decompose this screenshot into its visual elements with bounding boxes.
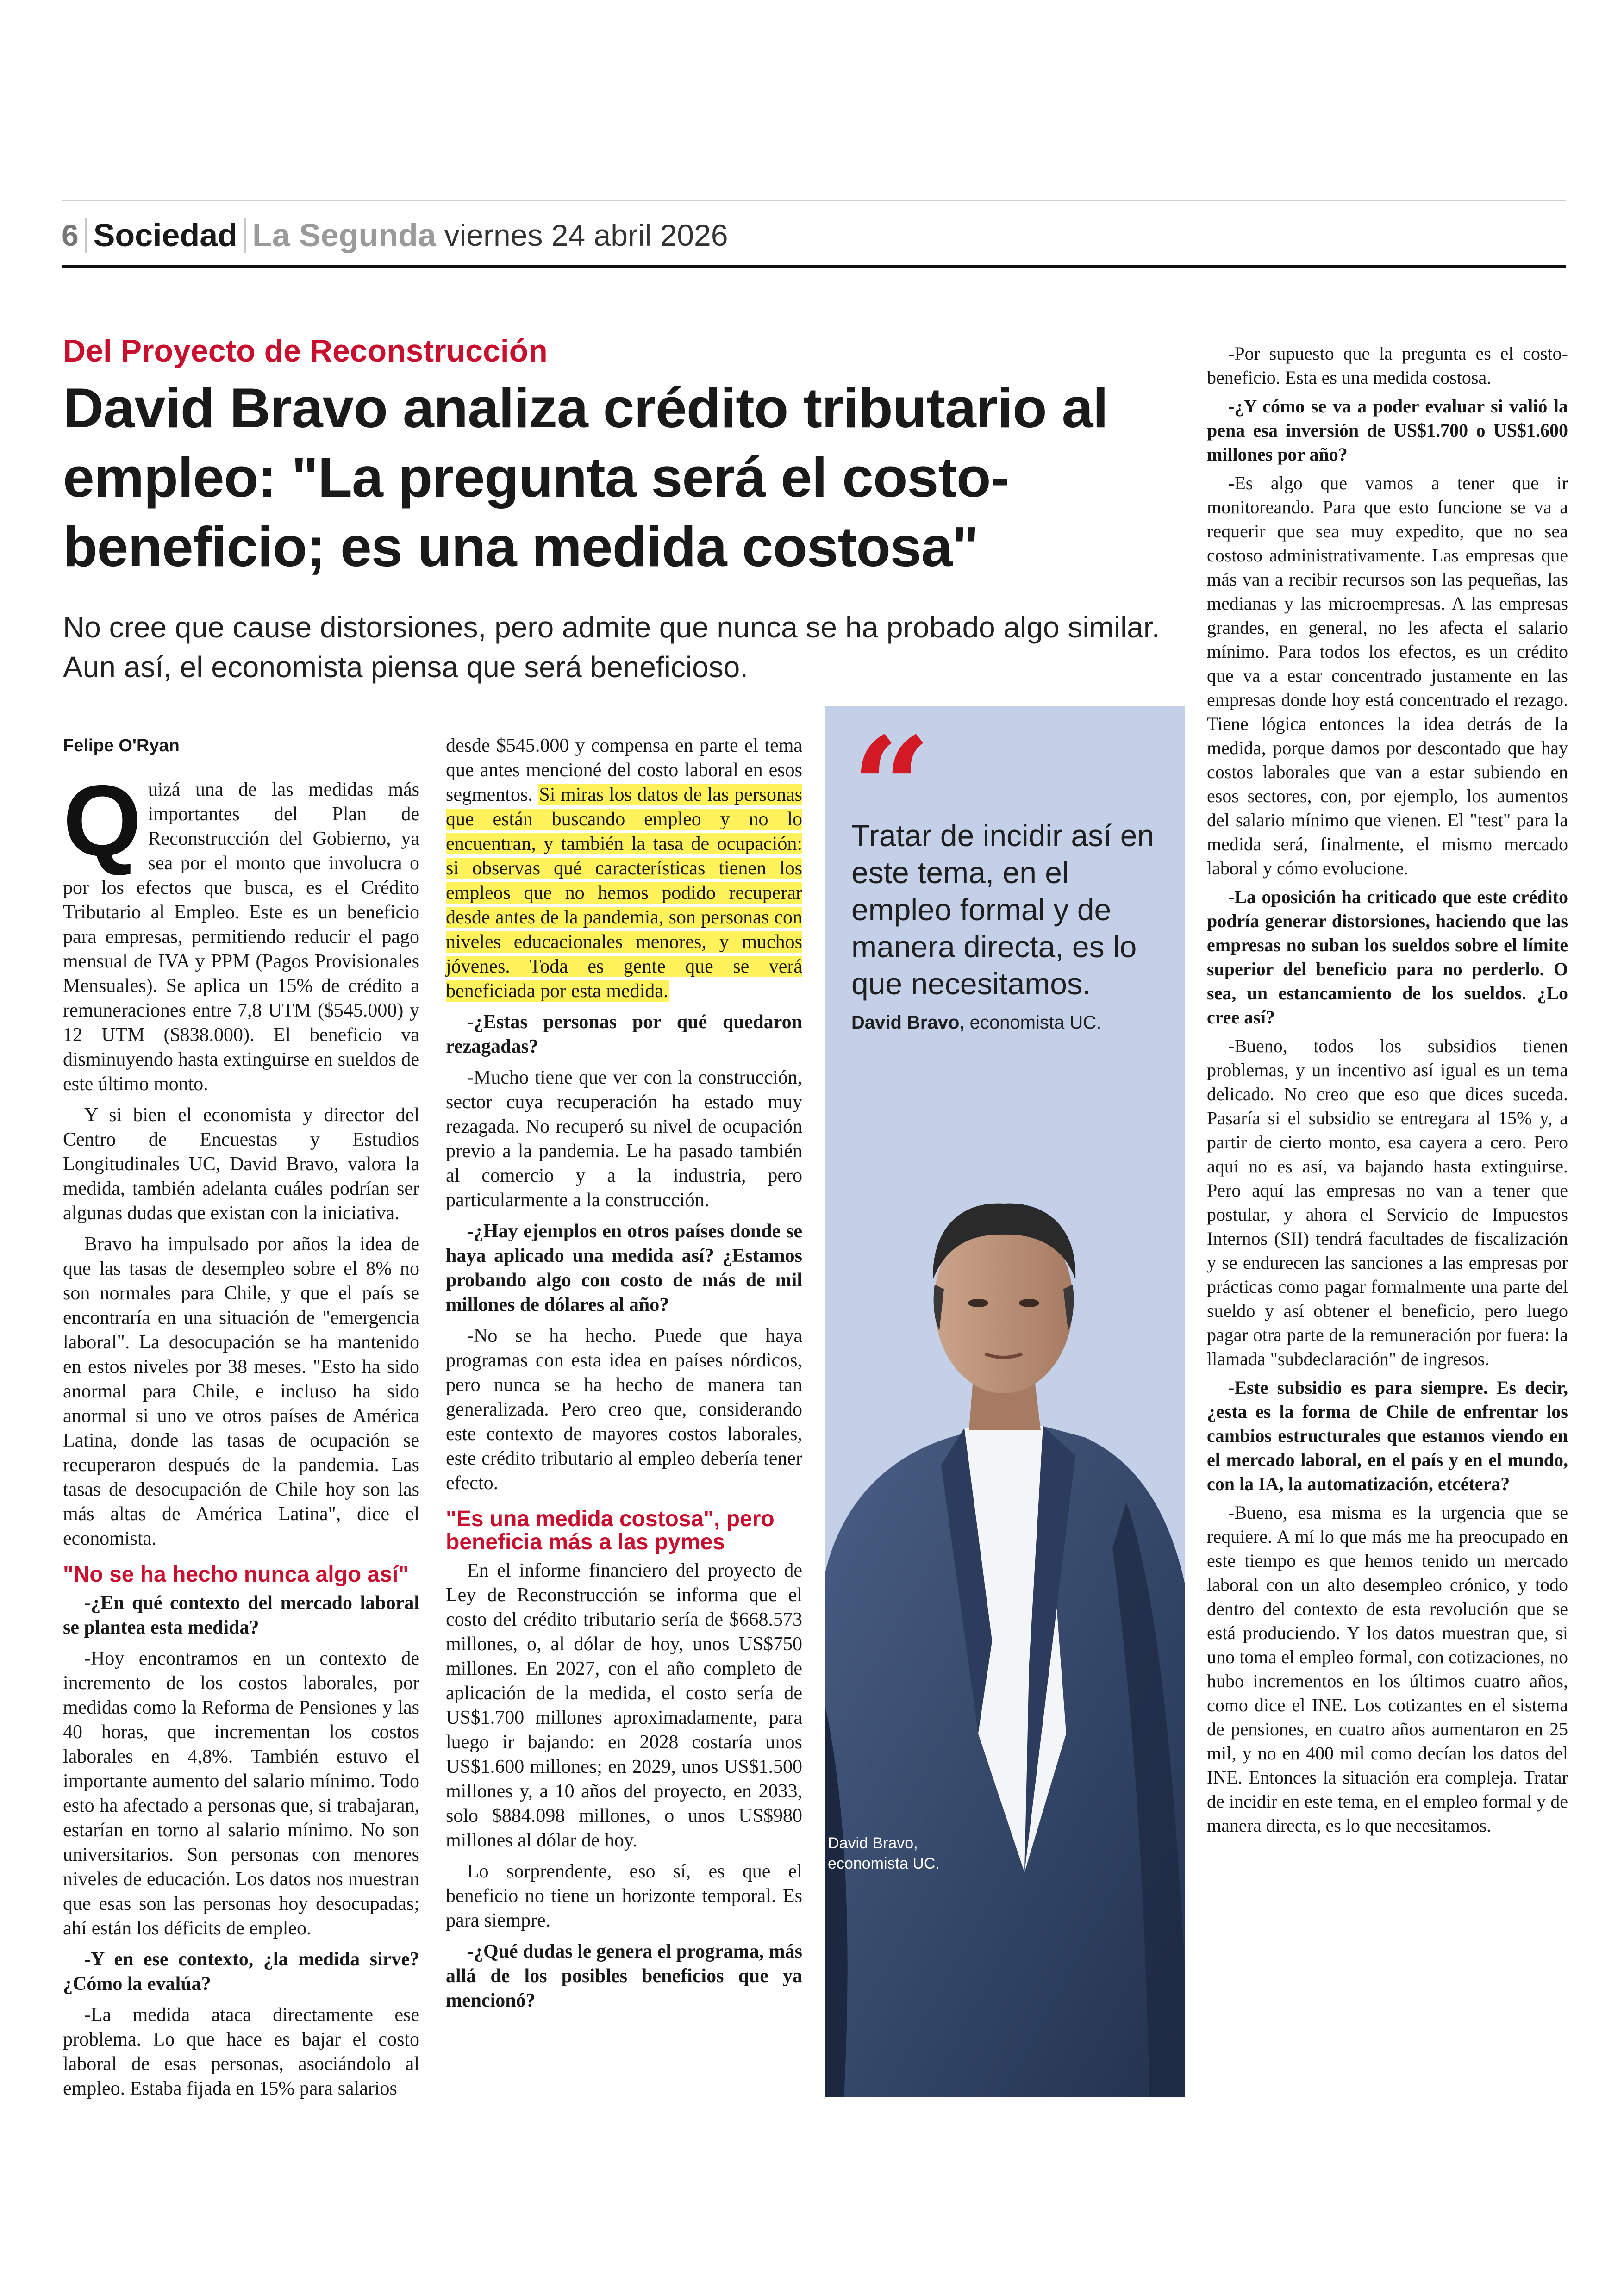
lead-paragraph — [63, 765, 419, 1097]
subhead: "No se ha hecho nunca algo así" — [63, 1562, 409, 1587]
header-separator — [85, 218, 87, 253]
body-paragraph: En el informe financiero del proyecto de Ley de Reconstrucción se informa que el costo del crédito tributario sería de $668.573 millones, o, al dólar de hoy, unos US$750 millones. En 2027, con el año completo de aplicación de la medida, el costo sería de US$1.700 millones aproximadamente, para luego ir bajando: en 2028 costaría unos US$1.600 millones; en 2029, unos US$1.500 millones y, a 10 años del proyecto, en 2033, solo $884.098 millones, o unos US$980 millones al dólar de hoy. — [446, 1560, 802, 1851]
pullquote-text: Tratar de incidir así en este tema, en el empleo formal y de manera directa, es lo que necesitamos. — [851, 818, 1155, 1001]
highlighted-passage: Si miras los datos de las personas que están buscando empleo y no lo encuentran, y también la tasa de ocupación: si observas qué características tienen los empleos que no hemos podido recuperar desde antes de la pandemia, son personas con niveles educacionales menores, y muchos jóvenes. Toda es gente que se verá beneficiada por esta medida. — [446, 784, 802, 1002]
body-paragraph: Bravo ha impulsado por años la idea de que las tasas de desempleo sobre el 8% no son normales para Chile, y que el país se encontraría en una situación de "emergencia laboral". La desocupación se ha mantenido en estos niveles por 38 meses. "Esto ha sido anormal para Chile, e incluso ha sido anormal si uno ve otros países de América Latina, donde las tasas de ocupación se recuperaron después de la pandemia. Las tasas de desocupación de Chile hoy son las más altas de América Latina", dice el economista. — [63, 1234, 419, 1549]
interview-question: -¿Hay ejemplos en otros países donde se haya aplicado una medida así? ¿Estamos probando algo con costo de más de mil millones de dólares al año? — [446, 1221, 802, 1316]
photo-caption-line: economista UC. — [828, 1855, 940, 1872]
interview-question: -¿Estas personas por qué quedaron rezagadas? — [446, 1011, 802, 1057]
interview-answer: -No se ha hecho. Puede que haya programas con esta idea en países nórdicos, pero nunca se ha hecho de manera tan generalizada. Pero creo que, considerando este contexto de mayores costos laborales, este crédito tributario al empleo debería tener efecto. — [446, 1325, 802, 1494]
column-1 — [63, 765, 419, 2108]
interview-question: -¿En qué contexto del mercado laboral se plantea esta medida? — [63, 1592, 419, 1638]
continued-paragraph — [446, 734, 802, 1004]
column-2 — [446, 734, 802, 2020]
subhead: "Es una medida costosa", pero beneficia más a las pymes — [446, 1507, 775, 1554]
continued-paragraph-text: desde $545.000 y compensa en parte el tema que antes mencioné del costo laboral en esos segmentos. — [446, 735, 802, 805]
article-byline: Felipe O'Ryan — [63, 736, 180, 755]
portrait-photo — [825, 1085, 1185, 2097]
interview-answer: -Mucho tiene que ver con la construcción, sector cuya recuperación ha estado muy rezagada. No recuperó su nivel de ocupación previo a la pandemia. Le ha pasado también al comercio y a la industria, pero particularmente a la construcción. — [446, 1067, 802, 1211]
interview-question: -Y en ese contexto, ¿la medida sirve? ¿Cómo la evalúa? — [63, 1949, 419, 1995]
interview-question: -Este subsidio es para siempre. Es decir, ¿esta es la forma de Chile de enfrentar los cambios estructurales que estamos viendo en el mercado laboral, en el país y en el mundo, con la IA, la automatización, etcétera? — [1207, 1377, 1568, 1494]
pullquote-credit — [851, 1011, 1171, 1034]
interview-answer: -Por supuesto que la pregunta es el costo-beneficio. Esta es una medida costosa. — [1207, 343, 1568, 388]
body-paragraph: Lo sorprendente, eso sí, es que el beneficio no tiene un horizonte temporal. Es para siempre. — [446, 1861, 802, 1931]
interview-answer: -Hoy encontramos en un contexto de incremento de los costos laborales, por medidas como la Reforma de Pensiones y las 40 horas, que incrementan los costos laborales en 4,8%. También estuvo el importante aumento del salario mínimo. Todo esto ha afectado a personas que, si trabajaran, estarían en torno al salario mínimo. No son universitarios. Son personas con menores niveles de educación. Los datos nos muestran que esas son las personas hoy desocupadas; ahí están los déficits de empleo. — [63, 1648, 419, 1939]
article-headline: David Bravo analiza crédito tributario al empleo: "La pregunta será el costo-beneficio; es una medida costosa" — [63, 376, 1108, 578]
interview-question: -La oposición ha criticado que este crédito podría generar distorsiones, haciendo que las empresas no suban los sueldos sobre el límite superior del beneficio para no perderlo. O sea, un estancamiento de los sueldos. ¿Lo cree así? — [1207, 886, 1568, 1028]
header-top-rule — [62, 200, 1566, 201]
photo-caption-line: David Bravo, — [828, 1834, 918, 1852]
quote-mark-icon: “ — [851, 706, 931, 870]
interview-answer: -Bueno, todos los subsidios tienen problemas, y un incentivo así igual es un tema delicado. No creo que eso que dices suceda. Pasaría si el subsidio se entregara al 15% y, a partir de cierto monto, esa cayera a cero. Pero aquí no es así, va bajando hasta extinguirse. Pero aquí las empresas no van a tener que postular, y ahora el Servicio de Impuestos Internos (SII) tendrá facultades de fiscalización y se endurecen las sanciones a las empresas por prácticas como pagar formalmente una parte del sueldo y así obtener el beneficio, pero luego pagar otra parte de la remuneración por fuera: la llamada "subdeclaración" de ingresos. — [1207, 1035, 1568, 1369]
issue-date: viernes 24 abril 2026 — [444, 218, 728, 252]
drop-cap: Q — [63, 765, 142, 877]
pullquote-box — [825, 706, 1185, 2097]
pullquote-name: David Bravo, — [851, 1012, 965, 1033]
pullquote-role: economista UC. — [969, 1012, 1102, 1033]
page-number: 6 — [62, 218, 79, 252]
interview-answer: -Es algo que vamos a tener que ir monitoreando. Para que esto funcione se va a requerir que sea muy expedito, que no sea costoso administrativamente. Las empresas que más van a recibir recursos son las pequeñas, las medianas y las microempresas. A las empresas grandes, en general, no les afecta el salario mínimo. Para todos los efectos, es un crédito que va a estar concentrado justamente en las empresas donde hoy está concentrado el rezago. Tiene lógica entonces la idea detrás de la medida, porque damos por descontado que hay costos laborales que van a estar subiendo en esos sectores, con, por ejemplo, los aumentos del salario mínimo que vienen. El "test" para la medida será, finalmente, el mismo mercado laboral y cómo evolucione. — [1207, 473, 1568, 879]
interview-question: -¿Y cómo se va a poder evaluar si valió la pena esa inversión de US$1.700 o US$1.600 millones por año? — [1207, 396, 1568, 465]
header-bottom-rule — [62, 265, 1566, 268]
column-4 — [1207, 342, 1568, 1842]
article-kicker: Del Proyecto de Reconstrucción — [63, 333, 548, 368]
publication-name: La Segunda — [252, 217, 436, 253]
photo-caption — [828, 1833, 940, 1874]
header-separator — [244, 218, 246, 253]
interview-answer: -Bueno, esa misma es la urgencia que se requiere. A mí lo que más me ha preocupado en este tiempo es que hemos tenido un mercado laboral con un alto desempleo crónico, y todo dentro del contexto de esta revolución que se está produciendo. Y los datos muestran que, si uno toma el empleo formal, con cotizaciones, no hubo incrementos en los últimos cuatro años, como dice el INE. Los cotizantes en el sistema de pensiones, en cuatro años aumentaron en 25 mil, y no en 400 mil como decían los datos del INE. Entonces la situación era compleja. Tratar de incidir en este tema, en el empleo formal y de manera directa, es lo que necesitamos. — [1207, 1502, 1568, 1836]
body-paragraph: Y si bien el economista y director del Centro de Encuestas y Estudios Longitudinales UC, David Bravo, valora la medida, también adelanta cuáles podrían ser algunas dudas que existan con la iniciativa. — [63, 1104, 419, 1224]
lead-paragraph-text: uizá una de las medidas más importantes del Plan de Reconstrucción del Gobierno, ya sea por el monto que involucra o por los efectos que busca, es el Crédito Tributario al Empleo. Este es un beneficio para empresas, permitiendo reducir el pago mensual de IVA y PPM (Pagos Provisionales Mensuales). Se aplica un 15% de crédito a remuneraciones entre 7,8 UTM ($545.000) y 12 UTM ($838.000). El beneficio va disminuyendo hasta extinguirse en sueldos de este último monto. — [63, 779, 419, 1095]
section-name: Sociedad — [93, 217, 237, 253]
page-header — [62, 204, 1566, 267]
interview-answer: -La medida ataca directamente ese problema. Lo que hace es bajar el costo laboral de esas personas, asociándolo al empleo. Estaba fijada en 15% para salarios — [63, 2004, 419, 2099]
article-deck: No cree que cause distorsiones, pero admite que nunca se ha probado algo similar. Aun así, el economista piensa que será beneficioso. — [63, 611, 1160, 684]
interview-question: -¿Qué dudas le genera el programa, más allá de los posibles beneficios que ya mencionó? — [446, 1941, 802, 2011]
